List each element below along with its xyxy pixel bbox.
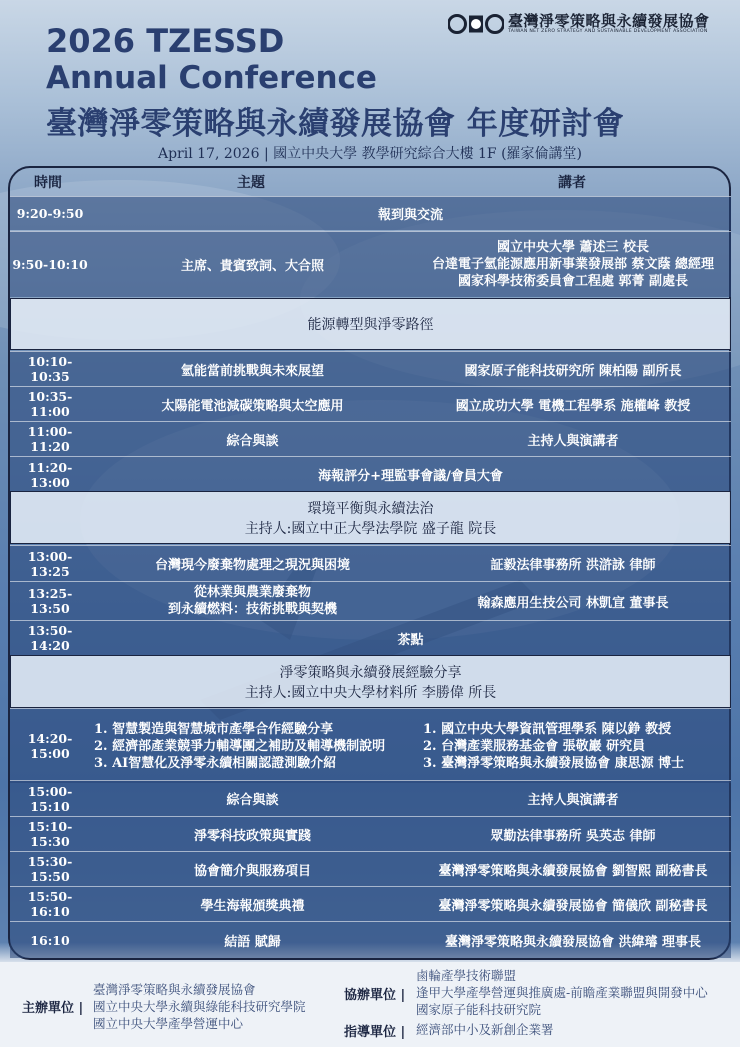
speaker-cell: 証毅法律事務所 洪滸詠 律師: [490, 558, 656, 573]
span-cell: 茶點: [397, 632, 424, 648]
section-header: [10, 655, 731, 708]
section-line: 環境平衡與永續法治: [307, 500, 434, 517]
table-row: [10, 780, 731, 816]
speaker-cell: [419, 721, 739, 772]
col-header-topic: 主題: [237, 175, 265, 191]
page-title-line2: Annual Conference: [46, 60, 377, 96]
table-row: [10, 921, 731, 958]
table-row: [10, 851, 731, 886]
time-cell: 13:00-13:25: [27, 548, 73, 579]
page-title: 2026 TZESSD: [46, 22, 285, 60]
time-cell: 10:35-11:00: [27, 389, 73, 419]
topic-cell: 台灣現今廢棄物處理之現況與困境: [154, 558, 350, 573]
host-label: 主辦單位 |: [22, 1001, 84, 1016]
speaker-cell: 臺灣淨零策略與永續發展協會 簡儀欣 副秘書長: [438, 898, 708, 914]
time-cell: 9:20-9:50: [16, 206, 84, 221]
table-row: [10, 196, 731, 230]
host-item: 國立中央大學永續與綠能科技研究學院: [93, 999, 306, 1014]
logo-text: 臺灣淨零策略與永續發展協會: [508, 12, 710, 30]
speaker-line: 台達電子氫能源應用新事業發展部 蔡文蔭 總經理: [431, 257, 715, 272]
host-item: 國立中央大學產學營運中心: [93, 1016, 244, 1031]
section-line: 主持人:國立中正大學法學院 盛子龍 院長: [244, 520, 497, 537]
speaker-line: 1. 國立中央大學資訊管理學系 陳以錚 教授: [423, 721, 672, 737]
footer: [0, 962, 740, 1047]
co-list: [416, 967, 708, 1018]
span-cell: 報到與交流: [377, 208, 443, 223]
table-row: [10, 708, 731, 783]
section-header: [10, 298, 731, 350]
section-header: [10, 491, 731, 544]
topic-cell: 氫能當前挑戰與未來展望: [180, 363, 324, 379]
co-item: 逢甲大學產學營運與推廣處-前瞻產業聯盟與開發中心: [416, 985, 708, 1000]
speaker-line: 3. 臺灣淨零策略與永續發展協會 康思源 博士: [423, 755, 685, 771]
time-cell: 11:00-11:20: [27, 424, 73, 454]
topic-cell: [90, 584, 415, 618]
speaker-cell: 國立成功大學 電機工程學系 施權峰 教授: [455, 398, 691, 414]
logo-mark-icon: [448, 11, 504, 37]
table-row: [10, 886, 731, 921]
co-label: 協辦單位 |: [344, 988, 406, 1003]
topic-cell: 太陽能電池減碳策略與太空應用: [161, 398, 344, 414]
co-item: 國家原子能科技研究院: [416, 1002, 542, 1017]
speaker-line: 國家科學技術委員會工程處 郭菁 副處長: [457, 274, 689, 289]
speaker-cell: 臺灣淨零策略與永續發展協會 劉智熙 副秘書長: [438, 863, 708, 879]
table-row: [10, 386, 731, 421]
table-row: [10, 620, 731, 655]
topic-cell: [90, 721, 419, 772]
span-cell: 海報評分+理監事會議/會員大會: [318, 469, 503, 484]
topic-line: 從林業與農業廢棄物: [193, 585, 311, 600]
date-location: April 17, 2026 | 國立中央大學 教學研究綜合大樓 1F (羅家倫講堂): [157, 146, 583, 162]
speaker-cell: 臺灣淨零策略與永續發展協會 洪緯璿 理事長: [444, 934, 702, 950]
table-row: [10, 421, 731, 456]
topic-line: 3. AI智慧化及淨零永續相關認證測驗介紹: [94, 755, 337, 771]
time-cell: 11:20-13:00: [27, 459, 73, 490]
time-cell: 13:50-14:20: [27, 623, 73, 653]
topic-line: 1. 智慧製造與智慧城市產學合作經驗分享: [94, 721, 334, 737]
time-cell: 15:50-16:10: [27, 889, 73, 919]
topic-cell: 協會簡介與服務項目: [193, 863, 311, 879]
time-cell: 15:00-15:10: [27, 783, 73, 814]
time-cell: 13:25-13:50: [27, 586, 73, 616]
speaker-line: 2. 台灣產業服務基金會 張敬巖 研究員: [423, 738, 646, 754]
speaker-cell: 主持人與演講者: [527, 433, 619, 449]
topic-cell: 綜合與談: [226, 793, 279, 808]
time-cell: 14:20-15:00: [27, 731, 73, 761]
table-row: [10, 545, 731, 581]
page-title-zh: 臺灣淨零策略與永續發展協會 年度研討會: [46, 106, 625, 142]
guide-label: 指導單位 |: [344, 1025, 406, 1040]
time-cell: 16:10: [30, 932, 70, 948]
co-item: 鹵輪產學技術聯盟: [416, 968, 517, 983]
table-row: [10, 816, 731, 851]
association-logo: [448, 10, 733, 38]
topic-cell: 結語 賦歸: [224, 934, 281, 950]
speaker-cell: 翰森應用生技公司 林凱宣 董事長: [477, 595, 669, 611]
topic-line: 到永續燃料：技術挑戰與契機: [167, 602, 337, 617]
logo-subtext: TAIWAN NET ZERO STRATEGY AND SUSTAINABLE DEVELOPMENT ASSOCIATION: [508, 29, 708, 34]
topic-line: 2. 經濟部產業競爭力輔導團之補助及輔導機制說明: [94, 738, 386, 754]
table-row: [10, 351, 731, 386]
guide-item: 經濟部中小及新創企業署: [416, 1022, 554, 1037]
col-header-speaker: 講者: [558, 175, 586, 191]
section-line: 能源轉型與淨零路徑: [307, 317, 434, 333]
speaker-cell: 眾勤法律事務所 吳英志 律師: [490, 828, 656, 844]
time-cell: 9:50-10:10: [12, 257, 88, 272]
time-cell: 15:30-15:50: [27, 854, 73, 884]
time-cell: 15:10-15:30: [27, 819, 73, 849]
topic-cell: 主席、貴賓致詞、大合照: [180, 259, 324, 274]
table-row: [10, 456, 731, 492]
speaker-cell: 國家原子能科技研究所 陳柏陽 副所長: [464, 363, 682, 379]
section-line: 主持人:國立中央大學材料所 李勝偉 所長: [244, 684, 497, 701]
section-line: 淨零策略與永續發展經驗分享: [279, 664, 462, 681]
speaker-cell: [415, 239, 731, 290]
time-cell: 10:10-10:35: [27, 354, 73, 384]
host-item: 臺灣淨零策略與永續發展協會: [93, 982, 256, 997]
topic-cell: 綜合與談: [226, 433, 279, 449]
table-row: [10, 581, 731, 620]
host-list: [93, 981, 306, 1032]
table-row: [10, 231, 731, 297]
topic-cell: 淨零科技政策與實踐: [193, 828, 311, 844]
topic-cell: 學生海報頒獎典禮: [200, 898, 305, 914]
col-header-time: 時間: [34, 175, 62, 191]
speaker-line: 國立中央大學 蕭述三 校長: [496, 240, 650, 255]
speaker-cell: 主持人與演講者: [527, 793, 619, 808]
